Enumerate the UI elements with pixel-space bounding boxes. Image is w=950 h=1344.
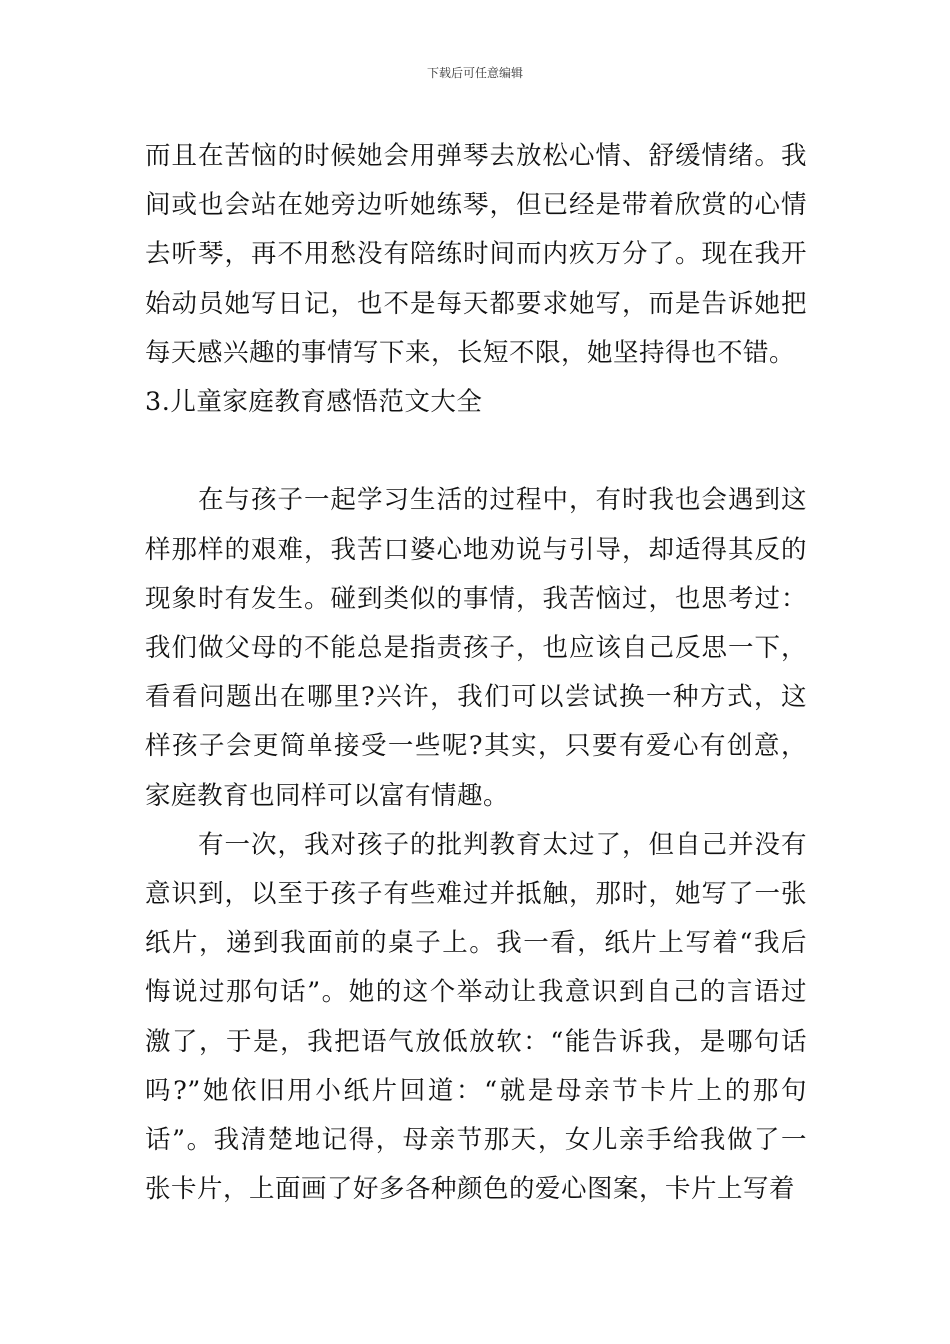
paragraph-1: 在与孩子一起学习生活的过程中，有时我也会遇到这样那样的艰难，我苦口婆心地劝说与引导，却适得其反的现象时有发生。碰到类似的事情，我苦恼过，也思考过：我们做父母的不能总是指责孩子，也应该自己反思一下，看看问题出在哪里?兴许，我们可以尝试换一种方式，这样孩子会更简单接受一些呢?其实，只要有爱心有创意，家庭教育也同样可以富有情趣。 [145, 485, 807, 811]
document-body [145, 132, 807, 1214]
paragraph-2: 有一次，我对孩子的批判教育太过了，但自己并没有意识到，以至于孩子有些难过并抵触，那时，她写了一张纸片，递到我面前的桌子上。我一看，纸片上写着“我后悔说过那句话”。她的这个举动让我意识到自己的言语过激了，于是，我把语气放低放软：“能告诉我，是哪句话吗?”她依旧用小纸片回道：“就是母亲节卡片上的那句话”。我清楚地记得，母亲节那天，女儿亲手给我做了一张卡片，上面画了好多各种颜色的爱心图案，卡片上写着 [145, 829, 807, 1205]
blank-line [145, 427, 807, 476]
paragraph-continued: 而且在苦恼的时候她会用弹琴去放松心情、舒缓情绪。我间或也会站在她旁边听她练琴，但已经是带着欣赏的心情去听琴，再不用愁没有陪练时间而内疚万分了。现在我开始动员她写日记，也不是每天都要求她写，而是告诉她把每天感兴趣的事情写下来，长短不限，她坚持得也不错。 [145, 141, 807, 368]
section-heading: 3.儿童家庭教育感悟范文大全 [145, 387, 483, 418]
page-header: 下载后可任意编辑 [426, 66, 523, 80]
